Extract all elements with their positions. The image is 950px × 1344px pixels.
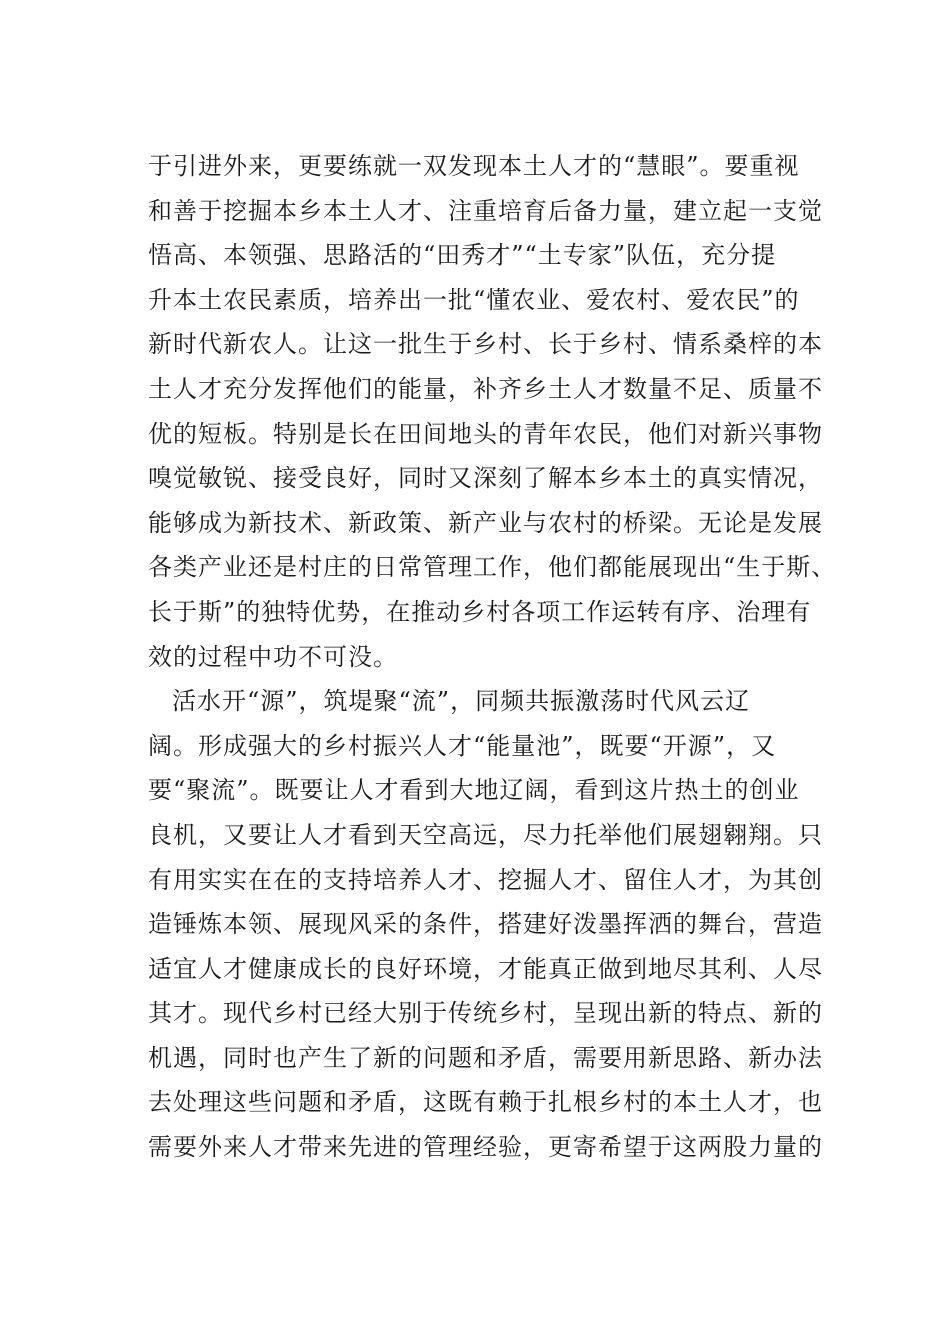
text-line: 长于斯”的独特优势，在推动乡村各项工作运转有序、治理有 [148, 597, 812, 626]
text-line: 优的短板。特别是长在田间地头的青年农民，他们对新兴事物 [148, 419, 823, 448]
text-line: 造锤炼本领、展现风采的条件，搭建好泼墨挥洒的舞台，营造 [148, 910, 823, 939]
paragraph [148, 679, 848, 1170]
text-line: 能够成为新技术、新政策、新产业与农村的桥梁。无论是发展 [148, 508, 823, 537]
text-line: 于引进外来，更要练就一双发现本土人才的“慧眼”。要重视 [148, 152, 800, 180]
text-line: 土人才充分发挥他们的能量，补齐乡土人才数量不足、质量不 [148, 374, 823, 403]
paragraph [148, 144, 848, 679]
text-line: 和善于挖掘本乡本土人才、注重培育后备力量，建立起一支觉 [148, 196, 823, 225]
text-line: 适宜人才健康成长的良好环境，才能真正做到地尽其利、人尽 [148, 954, 823, 983]
text-line: 悟高、本领强、思路活的“田秀才”“土专家”队伍，充分提 [148, 241, 777, 270]
text-line: 升本土农民素质，培养出一批“懂农业、爱农村、爱农民”的 [148, 285, 800, 314]
document-body [148, 144, 848, 1170]
text-line: 其才。现代乡村已经大别于传统乡村，呈现出新的特点、新的 [148, 999, 823, 1028]
text-line: 去处理这些问题和矛盾，这既有赖于扎根乡村的本土人才，也 [148, 1088, 823, 1117]
text-line: 新时代新农人。让这一批生于乡村、长于乡村、情系桑梓的本 [148, 330, 823, 359]
text-line: 良机，又要让人才看到天空高远，尽力托举他们展翅翱翔。只 [148, 820, 823, 849]
text-line-indented: 活水开“源”，筑堤聚“流”，同频共振激荡时代风云辽 [172, 687, 751, 716]
text-line: 阔。形成强大的乡村振兴人才“能量池”，既要“开源”，又 [148, 731, 777, 760]
text-line: 需要外来人才带来先进的管理经验，更寄希望于这两股力量的 [148, 1133, 823, 1162]
text-line: 要“聚流”。既要让人才看到大地辽阔，看到这片热土的创业 [148, 776, 800, 805]
text-line: 机遇，同时也产生了新的问题和矛盾，需要用新思路、新办法 [148, 1043, 823, 1072]
text-line: 有用实实在在的支持培养人才、挖掘人才、留住人才，为其创 [148, 865, 823, 894]
text-line: 效的过程中功不可没。 [148, 642, 398, 671]
text-line: 嗅觉敏锐、接受良好，同时又深刻了解本乡本土的真实情况， [148, 464, 823, 493]
text-line: 各类产业还是村庄的日常管理工作，他们都能展现出“生于斯、 [148, 553, 837, 582]
